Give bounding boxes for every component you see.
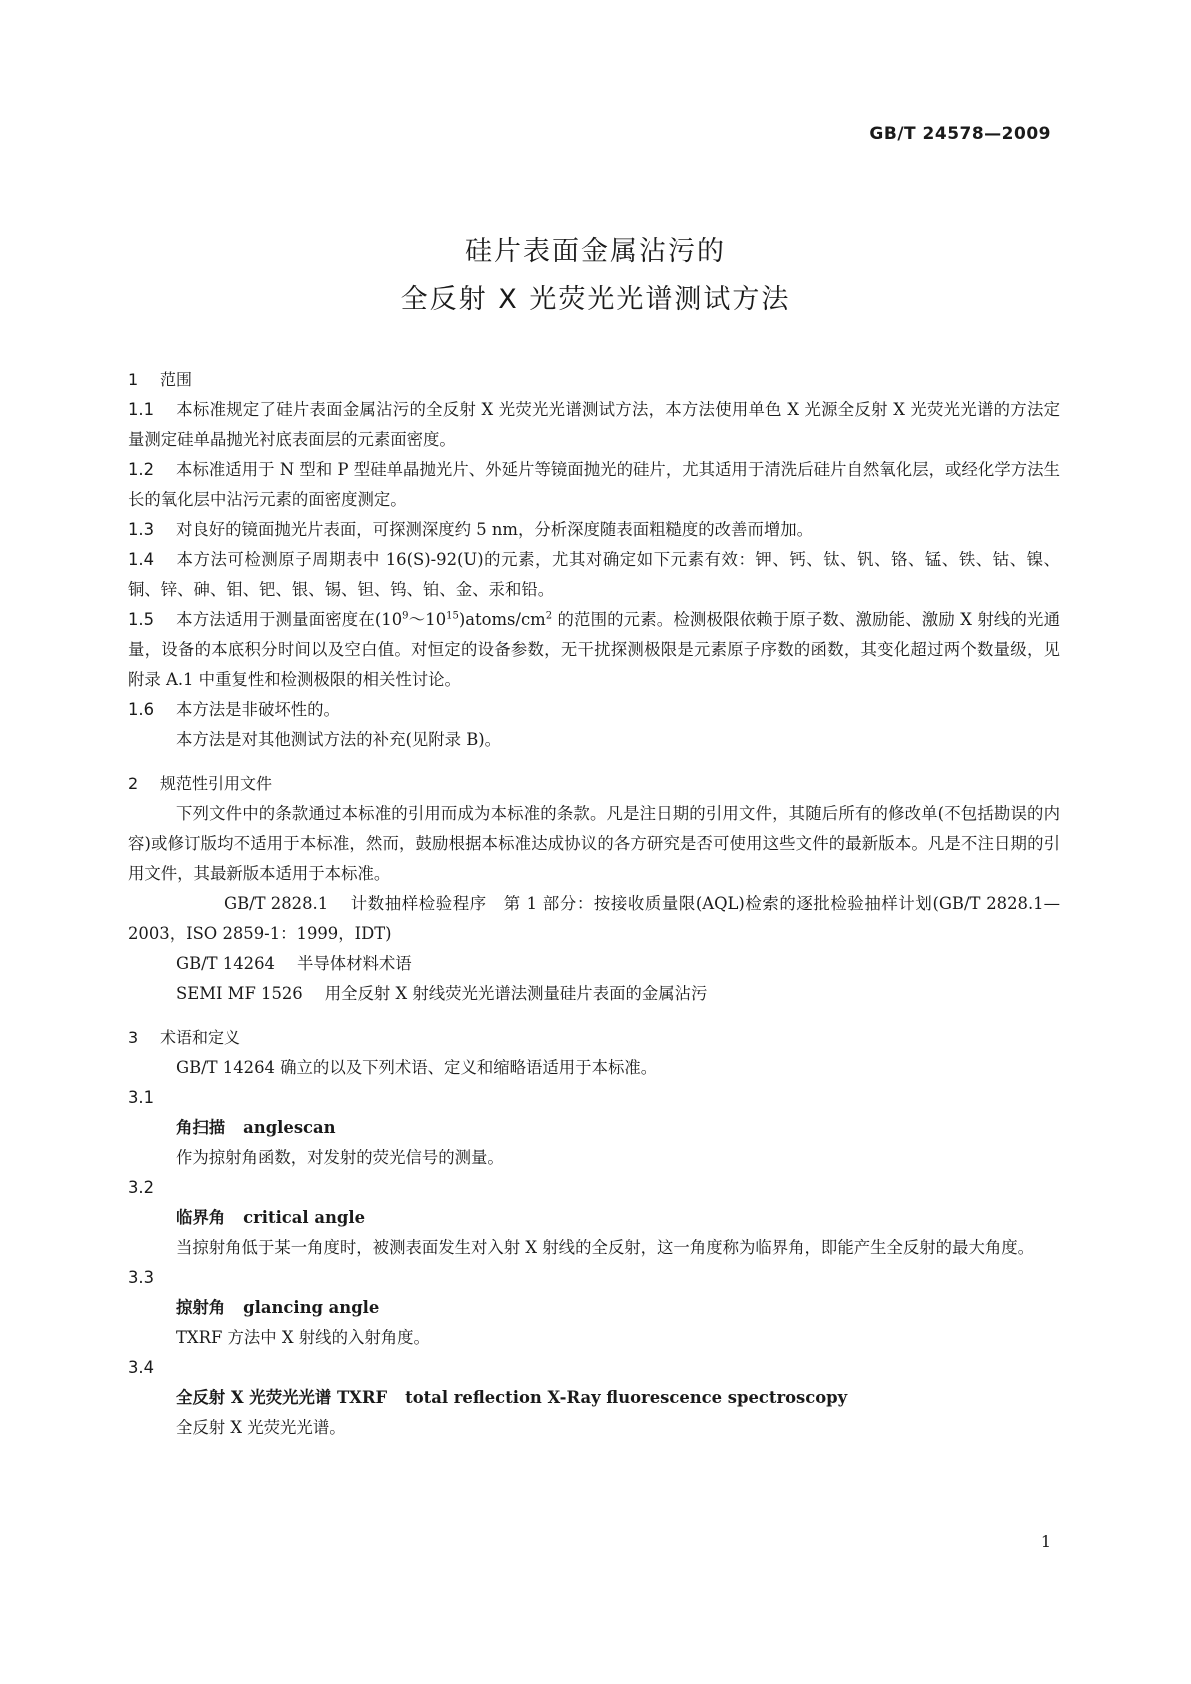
title-line-1: 硅片表面金属沾污的	[465, 236, 726, 267]
section-3-heading: 3 术语和定义	[128, 1028, 241, 1047]
reference-semi-mf-1526: SEMI MF 1526 用全反射 X 射线荧光光谱法测量硅片表面的金属沾污	[176, 984, 708, 1003]
term-3-1-definition: 作为掠射角函数，对发射的荧光信号的测量。	[176, 1148, 504, 1167]
term-3-4-number: 3.4	[128, 1358, 155, 1377]
clause-1-2: 1.2 本标准适用于 N 型和 P 型硅单晶抛光片、外延片等镜面抛光的硅片，尤其适用于清洗后硅片自然氧化层，或经化学方法生长的氧化层中沾污元素的面密度测定。	[128, 460, 1060, 509]
clause-1-5: 1.5 本方法适用于测量面密度在$(10^9\sim 10^{15})atoms/cm^2$ 的范围的元素。检测极限依赖于原子数、激励能、激励 X 射线的光通量，设备的本底积分时间以及空白值。对恒定的设备参数，无干扰探测极限是元素原子序数的函数，其变化超过两个数量级，见附录 A.1 中重复性和检测极限的相关性讨论。	[128, 610, 1060, 689]
document-body	[128, 365, 1060, 1443]
reference-gbt-2828-1: GB/T 2828.1 计数抽样检验程序 第 1 部分：按接收质量限(AQL)检索的逐批检验抽样计划(GB/T 2828.1—2003，ISO 2859-1：1999，IDT)	[128, 894, 1060, 943]
term-3-3-number: 3.3	[128, 1268, 155, 1287]
clause-1-4: 1.4 本方法可检测原子周期表中 16(S)-92(U)的元素，尤其对确定如下元素有效：钾、钙、钛、钒、铬、锰、铁、钴、镍、铜、锌、砷、钼、钯、银、锡、钽、钨、铂、金、汞和铅。	[128, 550, 1060, 599]
section-1-heading: 1 范围	[128, 370, 193, 389]
section-2-heading: 2 规范性引用文件	[128, 774, 273, 793]
term-3-3-definition: TXRF 方法中 X 射线的入射角度。	[176, 1328, 430, 1347]
term-3-2-name: 临界角 critical angle	[176, 1208, 365, 1227]
term-3-1-name: 角扫描 anglescan	[176, 1118, 336, 1137]
section-3-intro: GB/T 14264 确立的以及下列术语、定义和缩略语适用于本标准。	[176, 1058, 658, 1077]
page-number: 1	[1040, 1532, 1051, 1551]
term-3-1-number: 3.1	[128, 1088, 155, 1107]
clause-1-6-supplement: 本方法是对其他测试方法的补充(见附录 B)。	[176, 730, 502, 749]
clause-1-1: 1.1 本标准规定了硅片表面金属沾污的全反射 X 光荧光光谱测试方法，本方法使用单色 X 光源全反射 X 光荧光光谱的方法定量测定硅单晶抛光衬底表面层的元素面密度。	[128, 400, 1060, 449]
standard-number: GB/T 24578—2009	[869, 124, 1051, 144]
clause-1-3: 1.3 对良好的镜面抛光片表面，可探测深度约 5 nm，分析深度随表面粗糙度的改善而增加。	[128, 520, 814, 539]
title-line-2: 全反射 X 光荧光光谱测试方法	[400, 284, 791, 315]
clause-1-6: 1.6 本方法是非破坏性的。	[128, 700, 340, 719]
term-3-2-definition: 当掠射角低于某一角度时，被测表面发生对入射 X 射线的全反射，这一角度称为临界角，即能产生全反射的最大角度。	[176, 1238, 1035, 1257]
reference-gbt-14264: GB/T 14264 半导体材料术语	[176, 954, 412, 973]
term-3-3-name: 掠射角 glancing angle	[176, 1298, 380, 1317]
term-3-4-definition: 全反射 X 光荧光光谱。	[176, 1418, 346, 1437]
term-3-2-number: 3.2	[128, 1178, 155, 1197]
term-3-4-name: 全反射 X 光荧光光谱 TXRF total reflection X-Ray fluorescence spectroscopy	[176, 1388, 848, 1407]
document-title	[0, 228, 1191, 324]
section-2-intro: 下列文件中的条款通过本标准的引用而成为本标准的条款。凡是注日期的引用文件，其随后所有的修改单(不包括勘误的内容)或修订版均不适用于本标准，然而，鼓励根据本标准达成协议的各方研究是否可使用这些文件的最新版本。凡是不注日期的引用文件，其最新版本适用于本标准。	[128, 804, 1060, 883]
